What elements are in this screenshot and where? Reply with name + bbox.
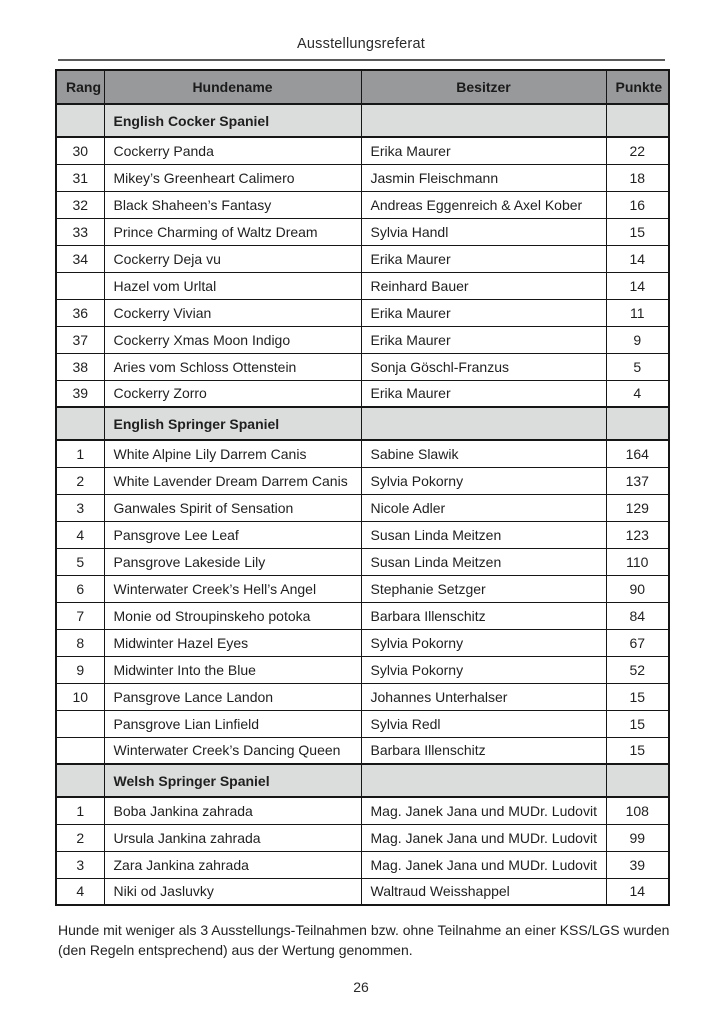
cell-besitzer: Sabine Slawik: [361, 440, 606, 467]
cell-punkte: 5: [606, 353, 669, 380]
cell-hundename: Winterwater Creek’s Dancing Queen: [104, 737, 361, 764]
cell-besitzer: Barbara Illenschitz: [361, 737, 606, 764]
table-row: [56, 851, 669, 878]
cell-punkte: 108: [606, 797, 669, 824]
cell-rang: 32: [56, 191, 104, 218]
cell-rang: 10: [56, 683, 104, 710]
cell-punkte: 123: [606, 521, 669, 548]
cell-hundename: Pansgrove Lee Leaf: [104, 521, 361, 548]
cell-rang: 34: [56, 245, 104, 272]
page-title: Ausstellungsreferat: [297, 36, 425, 52]
cell-hundename: Niki od Jasluvky: [104, 878, 361, 905]
cell-punkte: 18: [606, 164, 669, 191]
table-row: [56, 656, 669, 683]
cell-hundename: Pansgrove Lance Landon: [104, 683, 361, 710]
header-rule: [58, 59, 665, 61]
cell-besitzer: Johannes Unterhalser: [361, 683, 606, 710]
cell-punkte: 14: [606, 878, 669, 905]
table-row: [56, 737, 669, 764]
table-row: [56, 380, 669, 407]
section-empty-cell: [361, 407, 606, 440]
table-row: [56, 353, 669, 380]
table-row: [56, 521, 669, 548]
cell-besitzer: Erika Maurer: [361, 245, 606, 272]
cell-punkte: 84: [606, 602, 669, 629]
table-row: [56, 575, 669, 602]
cell-punkte: 11: [606, 299, 669, 326]
cell-hundename: Monie od Stroupinskeho potoka: [104, 602, 361, 629]
cell-punkte: 4: [606, 380, 669, 407]
section-title: Welsh Springer Spaniel: [104, 764, 361, 797]
section-empty-cell: [56, 407, 104, 440]
cell-rang: [56, 737, 104, 764]
table-row: [56, 797, 669, 824]
cell-punkte: 67: [606, 629, 669, 656]
cell-punkte: 110: [606, 548, 669, 575]
cell-rang: 2: [56, 824, 104, 851]
cell-punkte: 90: [606, 575, 669, 602]
cell-besitzer: Mag. Janek Jana und MUDr. Ludovit: [361, 851, 606, 878]
cell-rang: 3: [56, 851, 104, 878]
table-row: [56, 683, 669, 710]
cell-rang: 37: [56, 326, 104, 353]
cell-besitzer: Nicole Adler: [361, 494, 606, 521]
cell-besitzer: Stephanie Setzger: [361, 575, 606, 602]
column-header-besitzer: Besitzer: [361, 70, 606, 104]
cell-rang: 4: [56, 521, 104, 548]
cell-hundename: Cockerry Vivian: [104, 299, 361, 326]
cell-besitzer: Erika Maurer: [361, 299, 606, 326]
table-row: [56, 191, 669, 218]
page-number: 26: [353, 978, 369, 995]
cell-punkte: 129: [606, 494, 669, 521]
cell-punkte: 137: [606, 467, 669, 494]
cell-rang: 2: [56, 467, 104, 494]
cell-punkte: 14: [606, 272, 669, 299]
cell-hundename: Cockerry Panda: [104, 137, 361, 164]
cell-besitzer: Erika Maurer: [361, 380, 606, 407]
cell-hundename: Cockerry Xmas Moon Indigo: [104, 326, 361, 353]
cell-hundename: Midwinter Hazel Eyes: [104, 629, 361, 656]
cell-rang: 38: [56, 353, 104, 380]
section-empty-cell: [606, 764, 669, 797]
cell-punkte: 99: [606, 824, 669, 851]
cell-hundename: Ganwales Spirit of Sensation: [104, 494, 361, 521]
section-title: English Springer Spaniel: [104, 407, 361, 440]
table-row: [56, 602, 669, 629]
cell-rang: 33: [56, 218, 104, 245]
cell-hundename: Cockerry Zorro: [104, 380, 361, 407]
cell-hundename: Pansgrove Lian Linfield: [104, 710, 361, 737]
cell-besitzer: Sylvia Redl: [361, 710, 606, 737]
cell-punkte: 15: [606, 737, 669, 764]
table-row: [56, 440, 669, 467]
cell-besitzer: Sylvia Pokorny: [361, 467, 606, 494]
results-table: [55, 69, 670, 906]
cell-rang: 6: [56, 575, 104, 602]
cell-besitzer: Mag. Janek Jana und MUDr. Ludovit: [361, 797, 606, 824]
cell-hundename: Prince Charming of Waltz Dream: [104, 218, 361, 245]
cell-besitzer: Susan Linda Meitzen: [361, 521, 606, 548]
cell-hundename: Boba Jankina zahrada: [104, 797, 361, 824]
section-empty-cell: [606, 104, 669, 137]
table-row: [56, 467, 669, 494]
cell-besitzer: Sylvia Handl: [361, 218, 606, 245]
cell-besitzer: Susan Linda Meitzen: [361, 548, 606, 575]
cell-hundename: Mikey’s Greenheart Calimero: [104, 164, 361, 191]
cell-hundename: Ursula Jankina zahrada: [104, 824, 361, 851]
cell-punkte: 16: [606, 191, 669, 218]
cell-punkte: 39: [606, 851, 669, 878]
cell-besitzer: Erika Maurer: [361, 326, 606, 353]
cell-rang: 8: [56, 629, 104, 656]
cell-besitzer: Sylvia Pokorny: [361, 656, 606, 683]
cell-punkte: 52: [606, 656, 669, 683]
section-empty-cell: [361, 764, 606, 797]
table-row: [56, 326, 669, 353]
cell-besitzer: Mag. Janek Jana und MUDr. Ludovit: [361, 824, 606, 851]
cell-rang: 1: [56, 797, 104, 824]
table-row: [56, 629, 669, 656]
section-empty-cell: [361, 104, 606, 137]
column-header-hundename: Hundename: [104, 70, 361, 104]
cell-besitzer: Sylvia Pokorny: [361, 629, 606, 656]
cell-rang: 4: [56, 878, 104, 905]
cell-hundename: Cockerry Deja vu: [104, 245, 361, 272]
table-row: [56, 299, 669, 326]
cell-punkte: 15: [606, 218, 669, 245]
table-row: [56, 710, 669, 737]
table-row: [56, 164, 669, 191]
table-row: [56, 245, 669, 272]
table-row: [56, 878, 669, 905]
section-row: [56, 104, 669, 137]
table-row: [56, 548, 669, 575]
cell-hundename: White Lavender Dream Darrem Canis: [104, 467, 361, 494]
cell-punkte: 9: [606, 326, 669, 353]
section-empty-cell: [56, 764, 104, 797]
cell-hundename: Winterwater Creek’s Hell’s Angel: [104, 575, 361, 602]
cell-punkte: 14: [606, 245, 669, 272]
table-body: [56, 104, 669, 905]
cell-hundename: Pansgrove Lakeside Lily: [104, 548, 361, 575]
table-row: [56, 272, 669, 299]
cell-rang: 9: [56, 656, 104, 683]
section-empty-cell: [606, 407, 669, 440]
cell-hundename: Hazel vom Urltal: [104, 272, 361, 299]
table-header-row: [56, 70, 669, 104]
cell-besitzer: Sonja Göschl-Franzus: [361, 353, 606, 380]
section-title: English Cocker Spaniel: [104, 104, 361, 137]
cell-hundename: Black Shaheen’s Fantasy: [104, 191, 361, 218]
cell-hundename: Aries vom Schloss Ottenstein: [104, 353, 361, 380]
cell-hundename: Zara Jankina zahrada: [104, 851, 361, 878]
column-header-rang: Rang: [56, 70, 104, 104]
cell-besitzer: Reinhard Bauer: [361, 272, 606, 299]
table-row: [56, 824, 669, 851]
cell-besitzer: Jasmin Fleischmann: [361, 164, 606, 191]
cell-besitzer: Barbara Illenschitz: [361, 602, 606, 629]
footer-note: Hunde mit weniger als 3 Ausstellungs-Teilnahmen bzw. ohne Teilnahme an einer KSS/LGS wurden (den Regeln entsprechend) aus der Wertung genommen.: [58, 922, 670, 959]
column-header-punkte: Punkte: [606, 70, 669, 104]
cell-rang: 39: [56, 380, 104, 407]
cell-hundename: White Alpine Lily Darrem Canis: [104, 440, 361, 467]
cell-rang: 36: [56, 299, 104, 326]
cell-rang: [56, 710, 104, 737]
cell-punkte: 15: [606, 710, 669, 737]
cell-rang: [56, 272, 104, 299]
table-row: [56, 137, 669, 164]
cell-punkte: 164: [606, 440, 669, 467]
cell-hundename: Midwinter Into the Blue: [104, 656, 361, 683]
cell-besitzer: Erika Maurer: [361, 137, 606, 164]
cell-punkte: 22: [606, 137, 669, 164]
section-row: [56, 407, 669, 440]
cell-besitzer: Waltraud Weisshappel: [361, 878, 606, 905]
cell-rang: 1: [56, 440, 104, 467]
cell-rang: 5: [56, 548, 104, 575]
cell-punkte: 15: [606, 683, 669, 710]
table-row: [56, 218, 669, 245]
cell-rang: 7: [56, 602, 104, 629]
cell-besitzer: Andreas Eggenreich & Axel Kober: [361, 191, 606, 218]
section-empty-cell: [56, 104, 104, 137]
cell-rang: 3: [56, 494, 104, 521]
cell-rang: 31: [56, 164, 104, 191]
section-row: [56, 764, 669, 797]
cell-rang: 30: [56, 137, 104, 164]
table-row: [56, 494, 669, 521]
